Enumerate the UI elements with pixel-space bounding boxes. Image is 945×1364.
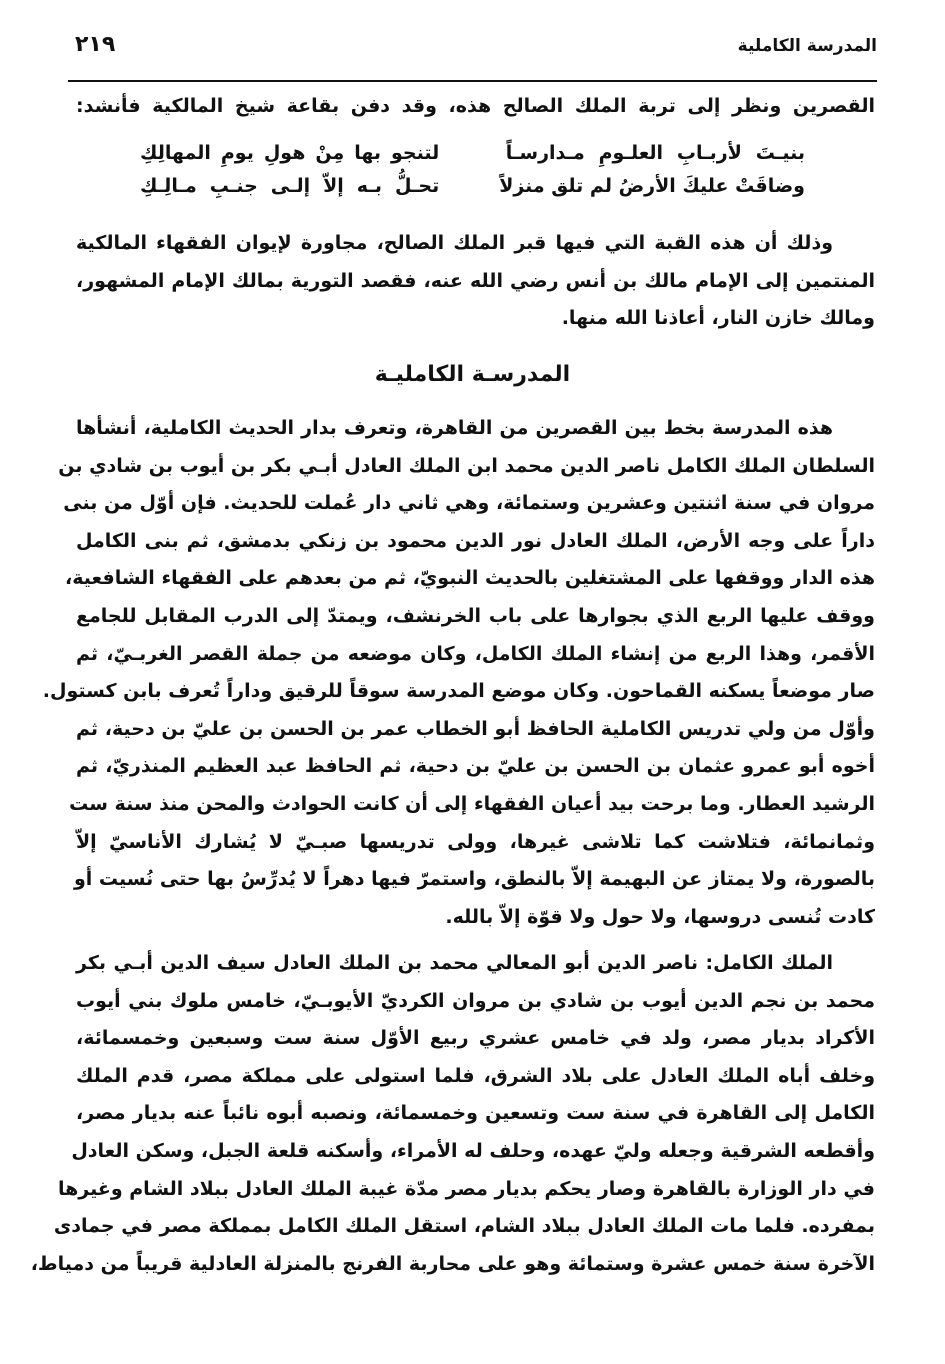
intro-paragraph xyxy=(76,88,875,126)
section-title: المدرسـة الكامليـة xyxy=(374,362,571,387)
text-line: أخوه أبو عمرو عثمان بن الحسن بن عليّ بن دحية، ثم الحافظ عبد العظيم المنذريّ، ثم xyxy=(76,755,875,778)
running-title: المدرسة الكاملية xyxy=(737,36,877,56)
poem xyxy=(140,142,805,208)
verse-line xyxy=(140,142,805,175)
paragraph-2 xyxy=(42,410,875,936)
text-line: المنتمين إلى الإمام مالك بن أنس رضي الله عنه، فقصد التورية بمالك الإمام المشهور، xyxy=(76,269,875,292)
text-line: الأكراد بديار مصر، ولد في خامس عشري ربيع الأوّل سنة ست وسبعين وخمسمائة، xyxy=(76,1027,875,1050)
text-line: السلطان الملك الكامل ناصر الدين محمد ابن الملك العادل أبـي بكر بن أيوب بن شادي بن xyxy=(58,454,875,477)
text-line: بالصورة، ولا يمتاز عن البهيمة إلاّ بالنطق، واستمرّ فيها دهراً لا يُدرِّسُ بها حتى نُسيت أو xyxy=(73,868,875,891)
verse-first-hemistich: وضاقَتْ عليكَ الأرضُ لم تلق منزلاً xyxy=(499,175,805,197)
verse-first-hemistich: بنيـتَ لأربـابِ العلـومِ مـدارسـاً xyxy=(505,142,805,164)
text-line: كادت تُنسى دروسها، ولا حول ولا قوّة إلاّ بالله. xyxy=(445,905,875,928)
text-line: مروان في سنة اثنتين وعشرين وستمائة، وهي ثاني دار عُملت للحديث. فإن أوّل من بنى xyxy=(63,492,875,515)
text-line: بمفرده. فلما مات الملك العادل ببلاد الشام، استقل الملك الكامل بمملكة مصر في جمادى xyxy=(53,1215,875,1238)
verse-second-hemistich: تحـلُّ بـه إلاّ إلـى جنـبِ مـالِـكِ xyxy=(140,175,440,197)
text-line: وأقطعه الشرقية وجعله وليّ عهده، وحلف له الأمراء، وأسكنه قلعة الجبل، وسكن العادل xyxy=(71,1139,875,1162)
paragraph-3 xyxy=(30,945,875,1283)
text-line: الملك الكامل: ناصر الدين أبو المعالي محمد بن الملك العادل سيف الدين أبـي بكر xyxy=(76,952,833,974)
text-line: وأوّل من ولي تدريس الكاملية الحافظ أبو الخطاب عمر بن الحسن بن عليّ بن دحية، ثم xyxy=(76,717,875,740)
page-number: ٢١٩ xyxy=(75,32,116,57)
text-line: وخلف أباه الملك العادل على بلاد الشرق، فلما استولى على مملكة مصر، قدم الملك xyxy=(76,1064,875,1087)
text-line: هذه الدار ووقفها على المشتغلين بالحديث النبويّ، ثم من بعدهم على الفقهاء الشافعية، xyxy=(65,567,875,590)
text-line: وذلك أن هذه القبة التي فيها قبر الملك الصالح، مجاورة لإيوان الفقهاء المالكية xyxy=(76,232,833,254)
text-line: وثمانمائة، فتلاشت كما تلاشى غيرها، وولى تدريسها صبـيّ لا يُشارك الأناسيّ إلاّ xyxy=(76,830,875,853)
text-line: الآخرة سنة خمس عشرة وستمائة وهو على محاربة الفرنج بالمنزلة العادلية قريباً من دمياط، xyxy=(30,1252,875,1275)
text-line: هذه المدرسة بخط بين القصرين من القاهرة، وتعرف بدار الحديث الكاملية، أنشأها xyxy=(76,417,833,439)
text-line: ووقف عليها الربع الذي بجوارها على باب الخرنشف، ويمتدّ إلى الدرب المقابل للجامع xyxy=(76,604,875,627)
verse-line xyxy=(140,175,805,208)
text-line: الرشيد العطار. وما برحت بيد أعيان الفقهاء إلى أن كانت الحوادث والمحن منذ سنة ست xyxy=(69,792,875,815)
header-rule xyxy=(68,80,877,82)
text-line: داراً على وجه الأرض، الملك العادل نور الدين محمود بن زنكي بدمشق، ثم بنى الكامل xyxy=(76,529,875,552)
text-line: الكامل إلى القاهرة في سنة ست وتسعين وخمسمائة، ونصبه أبوه نائباً عنه بديار مصر، xyxy=(76,1102,875,1125)
text-line: الأقمر، وهذا الربع من إنشاء الملك الكامل، وكان موضعه من جملة القصر الغربـيّ، ثم xyxy=(76,642,875,665)
paragraph-1 xyxy=(76,225,875,338)
text-line: صار موضعاً يسكنه القماحون. وكان موضع المدرسة سوقاً للرقيق وداراً تُعرف بابن كستول. xyxy=(42,680,875,703)
text-line: ومالك خازن النار، أعاذنا الله منها. xyxy=(561,307,875,330)
verse-second-hemistich: لتنجو بها مِنْ هولِ يومِ المهالِكِ xyxy=(140,142,440,164)
text-line: محمد بن نجم الدين أيوب بن شادي بن مروان الكرديّ الأيوبـيّ، خامس ملوك بني أيوب xyxy=(76,989,875,1012)
text-line: في دار الوزارة بالقاهرة وصار يحكم بديار مصر مدّة غيبة الملك العادل ببلاد الشام وغيرها xyxy=(57,1177,875,1200)
text-line: القصرين ونظر إلى تربة الملك الصالح هذه، وقد دفن بقاعة شيخ المالكية فأنشد: xyxy=(76,95,875,117)
